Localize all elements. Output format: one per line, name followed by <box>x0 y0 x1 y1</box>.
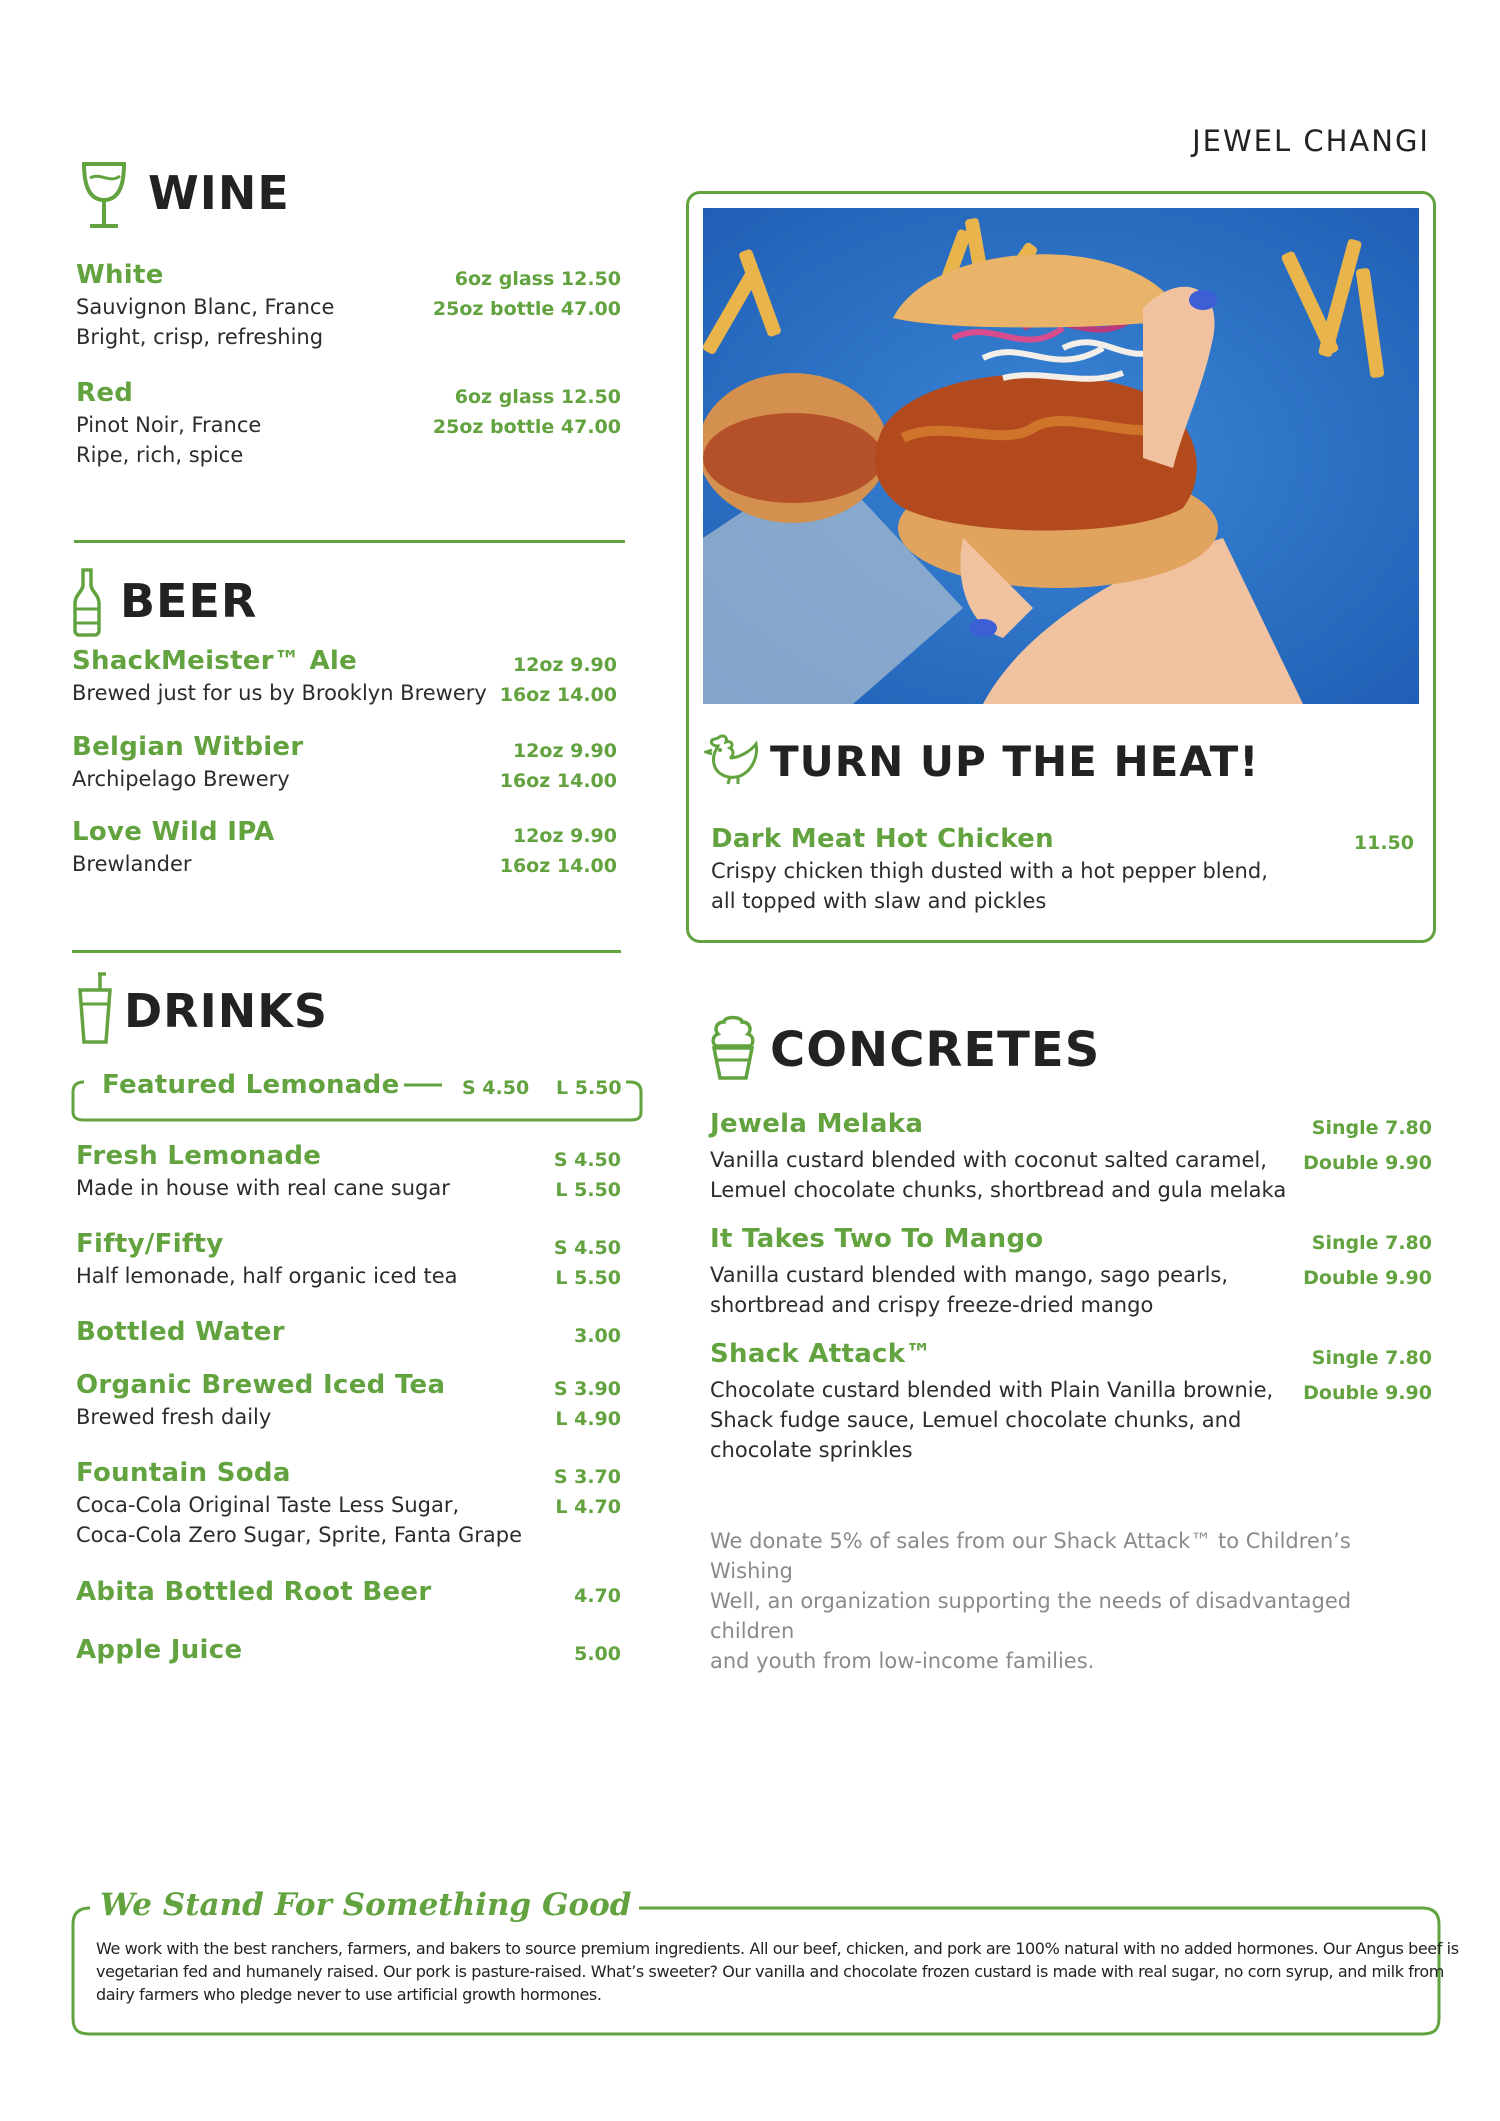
hot-chicken-item <box>711 824 1414 924</box>
concrete-price-double: Double 9.90 <box>1303 1152 1432 1174</box>
drink-item-name: Fresh Lemonade <box>76 1141 322 1171</box>
concrete-price-double: Double 9.90 <box>1303 1267 1432 1289</box>
beer-heading: BEER <box>120 574 258 628</box>
section-divider <box>74 540 625 543</box>
featured-lemonade-large: L 5.50 <box>556 1077 622 1099</box>
concrete-item-desc: Vanilla custard blended with coconut salted caramel, <box>710 1148 1267 1172</box>
beer-item-desc: Brewlander <box>72 852 192 876</box>
donation-line: and youth from low-income families. <box>710 1649 1095 1673</box>
beer-item <box>72 646 617 716</box>
custard-cup-icon <box>710 1014 756 1080</box>
footer-body <box>96 1937 1459 2006</box>
beer-price-16oz: 16oz 14.00 <box>499 855 617 877</box>
drink-price-large: L 4.70 <box>555 1496 621 1518</box>
drink-item-name: Abita Bottled Root Beer <box>76 1577 432 1607</box>
wine-glass-icon <box>78 160 130 232</box>
donation-line: Well, an organization supporting the needs of disadvantaged children <box>710 1589 1352 1643</box>
drink-item <box>76 1317 621 1357</box>
concrete-item-desc: Lemuel chocolate chunks, shortbread and gula melaka <box>710 1178 1287 1202</box>
drink-price-large: L 5.50 <box>555 1267 621 1289</box>
beer-price-16oz: 16oz 14.00 <box>499 770 617 792</box>
hot-chicken-name: Dark Meat Hot Chicken <box>711 824 1054 854</box>
hot-chicken-price: 11.50 <box>1353 832 1414 854</box>
wine-item-name: Red <box>76 378 134 408</box>
concretes-heading: CONCRETES <box>770 1022 1101 1078</box>
drink-price: 5.00 <box>574 1643 621 1665</box>
drink-price-large: L 5.50 <box>555 1179 621 1201</box>
wine-item-notes: Ripe, rich, spice <box>76 443 244 467</box>
concrete-price-single: Single 7.80 <box>1311 1232 1432 1254</box>
wine-price-glass: 6oz glass 12.50 <box>454 268 621 290</box>
concrete-price-double: Double 9.90 <box>1303 1382 1432 1404</box>
wine-item-white <box>76 258 621 358</box>
drinks-heading: DRINKS <box>124 984 328 1038</box>
rooster-icon <box>704 730 760 786</box>
beer-item-name: Belgian Witbier <box>72 732 304 762</box>
footer-line: We work with the best ranchers, farmers, and bakers to source premium ingredients. All our beef, chicken, and pork are 100% natural with no added hormones. Our Angus beef is <box>96 1939 1459 1958</box>
featured-lemonade-small: S 4.50 <box>462 1077 530 1099</box>
wine-item-region: Pinot Noir, France <box>76 413 262 437</box>
beer-item-desc: Archipelago Brewery <box>72 767 290 791</box>
drink-item-name: Apple Juice <box>76 1635 243 1665</box>
concrete-item-name: It Takes Two To Mango <box>710 1224 1044 1254</box>
beer-price-12oz: 12oz 9.90 <box>512 825 617 847</box>
drink-item-desc: Brewed fresh daily <box>76 1405 272 1429</box>
concrete-item-name: Shack Attack™ <box>710 1339 932 1369</box>
wine-heading: WINE <box>148 166 290 220</box>
concrete-item-desc: chocolate sprinkles <box>710 1438 913 1462</box>
hot-chicken-desc: Crispy chicken thigh dusted with a hot pepper blend, <box>711 859 1268 883</box>
heat-heading: TURN UP THE HEAT! <box>770 737 1260 786</box>
concrete-price-single: Single 7.80 <box>1311 1347 1432 1369</box>
wine-item-name: White <box>76 260 164 290</box>
concrete-item <box>710 1224 1432 1324</box>
beer-price-12oz: 12oz 9.90 <box>512 654 617 676</box>
concrete-item <box>710 1109 1432 1209</box>
drink-price-small: S 4.50 <box>553 1149 621 1171</box>
beer-item <box>72 732 617 802</box>
beer-item-name: Love Wild IPA <box>72 817 275 847</box>
concrete-item-name: Jewela Melaka <box>710 1109 924 1139</box>
concrete-item-desc: Shack fudge sauce, Lemuel chocolate chunks, and <box>710 1408 1242 1432</box>
wine-item-region: Sauvignon Blanc, France <box>76 295 335 319</box>
donation-line: We donate 5% of sales from our Shack Attack™ to Children’s Wishing <box>710 1529 1351 1583</box>
drink-item <box>76 1458 621 1558</box>
drink-price: 4.70 <box>574 1585 621 1607</box>
beer-item <box>72 817 617 887</box>
beer-price-16oz: 16oz 14.00 <box>499 684 617 706</box>
drink-price: 3.00 <box>574 1325 621 1347</box>
hot-chicken-desc: all topped with slaw and pickles <box>711 889 1047 913</box>
drink-item <box>76 1635 621 1675</box>
drink-item <box>76 1577 621 1617</box>
drink-item-desc: Made in house with real cane sugar <box>76 1176 450 1200</box>
footer-title: We Stand For Something Good <box>92 1887 639 1923</box>
featured-lemonade-name: Featured Lemonade <box>98 1070 404 1100</box>
wine-item-red <box>76 376 621 476</box>
section-divider <box>72 950 621 953</box>
footer-line: dairy farmers who pledge never to use artificial growth hormones. <box>96 1985 602 2004</box>
concrete-item-desc: Chocolate custard blended with Plain Vanilla brownie, <box>710 1378 1274 1402</box>
location-label: JEWEL CHANGI <box>1192 124 1430 158</box>
concrete-price-single: Single 7.80 <box>1311 1117 1432 1139</box>
drink-price-large: L 4.90 <box>555 1408 621 1430</box>
drink-item <box>76 1370 621 1440</box>
beer-item-desc: Brewed just for us by Brooklyn Brewery <box>72 681 487 705</box>
drink-item <box>76 1229 621 1299</box>
concrete-item <box>710 1339 1432 1469</box>
beer-bottle-icon <box>72 567 102 637</box>
milkshake-cup-icon <box>76 972 114 1046</box>
drink-item-name: Fountain Soda <box>76 1458 291 1488</box>
donation-note <box>710 1526 1432 1676</box>
beer-price-12oz: 12oz 9.90 <box>512 740 617 762</box>
concrete-item-desc: shortbread and crispy freeze-dried mango <box>710 1293 1154 1317</box>
wine-item-notes: Bright, crisp, refreshing <box>76 325 324 349</box>
drink-item <box>76 1141 621 1211</box>
beer-item-name: ShackMeister™ Ale <box>72 646 358 676</box>
footer-line: vegetarian fed and humanely raised. Our pork is pasture-raised. What’s sweeter? Our vanilla and chocolate frozen custard is made with real sugar, no corn syrup, and milk from <box>96 1962 1444 1981</box>
hot-chicken-photo <box>703 208 1419 704</box>
wine-price-glass: 6oz glass 12.50 <box>454 386 621 408</box>
drink-item-name: Bottled Water <box>76 1317 285 1347</box>
drink-item-desc: Coca-Cola Zero Sugar, Sprite, Fanta Grape <box>76 1523 522 1547</box>
wine-price-bottle: 25oz bottle 47.00 <box>432 298 621 320</box>
drink-price-small: S 3.90 <box>553 1378 621 1400</box>
concrete-item-desc: Vanilla custard blended with mango, sago pearls, <box>710 1263 1229 1287</box>
drink-item-desc: Half lemonade, half organic iced tea <box>76 1264 458 1288</box>
drink-price-small: S 3.70 <box>553 1466 621 1488</box>
drink-price-small: S 4.50 <box>553 1237 621 1259</box>
drink-item-name: Fifty/Fifty <box>76 1229 224 1259</box>
drink-item-desc: Coca-Cola Original Taste Less Sugar, <box>76 1493 460 1517</box>
wine-price-bottle: 25oz bottle 47.00 <box>432 416 621 438</box>
drink-item-name: Organic Brewed Iced Tea <box>76 1370 446 1400</box>
